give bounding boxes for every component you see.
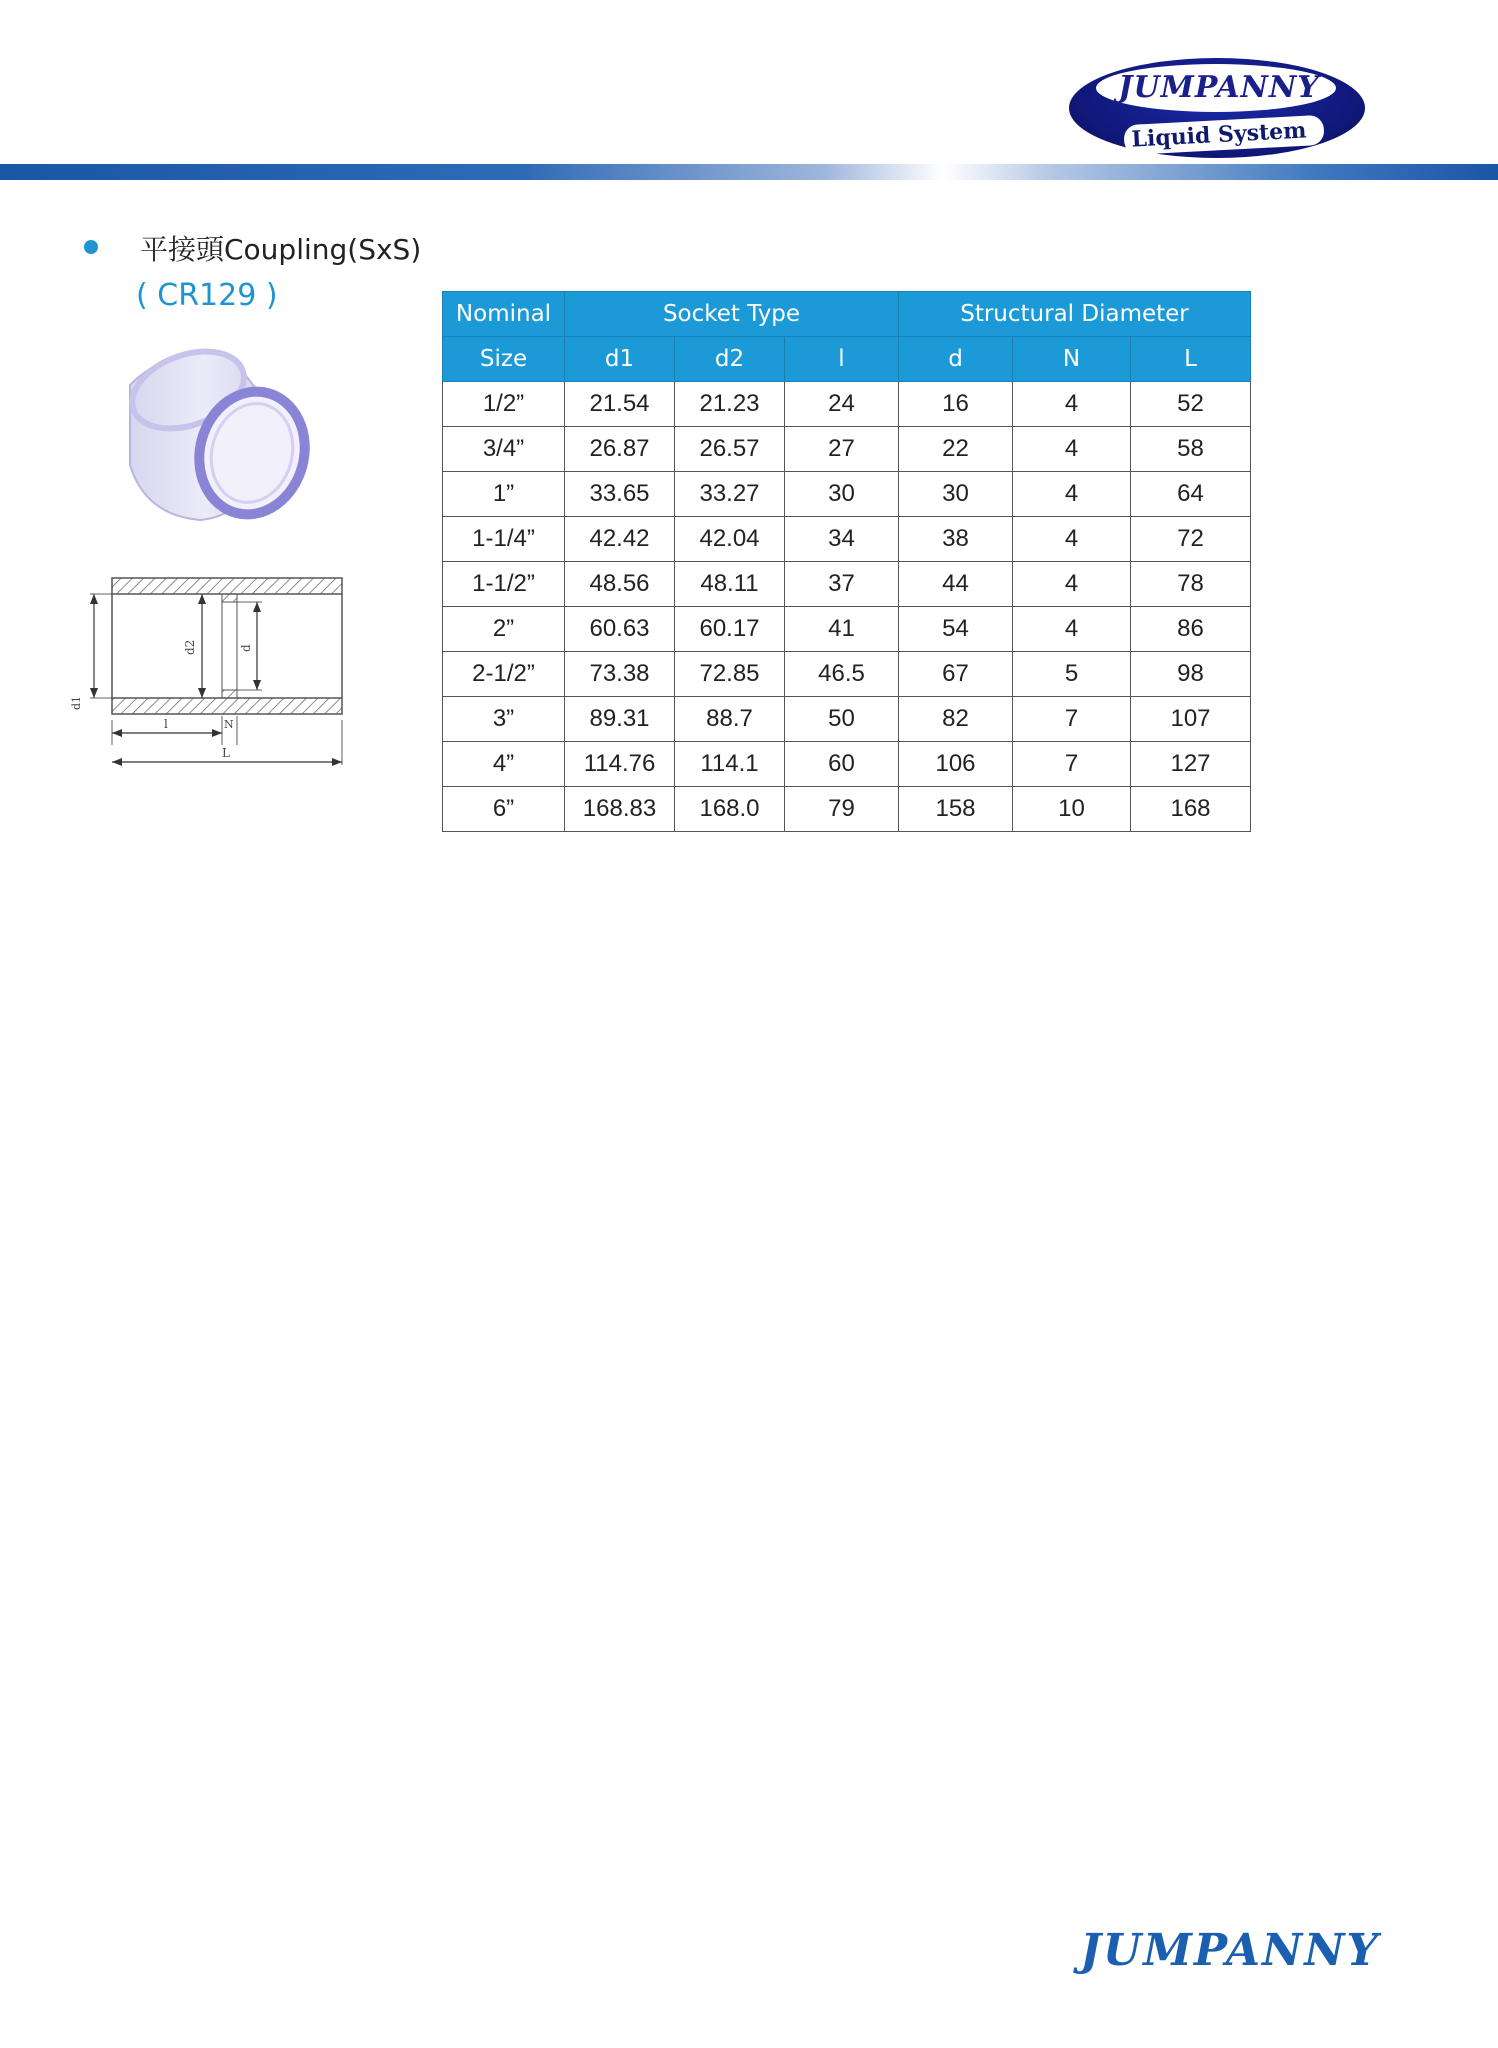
cell-N: 10 (1013, 787, 1131, 832)
table-row (443, 652, 1251, 697)
cell-size: 6” (443, 787, 565, 832)
cell-size: 4” (443, 742, 565, 787)
cell-size: 3/4” (443, 427, 565, 472)
cell-l: 79 (785, 787, 899, 832)
coupling-photo (110, 345, 320, 535)
cell-L: 52 (1131, 382, 1251, 427)
cell-d: 30 (899, 472, 1013, 517)
table-row (443, 742, 1251, 787)
cell-d2: 60.17 (675, 607, 785, 652)
cell-d: 54 (899, 607, 1013, 652)
cell-d: 22 (899, 427, 1013, 472)
cell-N: 4 (1013, 562, 1131, 607)
cell-d2: 21.23 (675, 382, 785, 427)
cell-d2: 114.1 (675, 742, 785, 787)
cell-d2: 26.57 (675, 427, 785, 472)
table-row (443, 607, 1251, 652)
header-nominal: Nominal (443, 292, 565, 337)
cell-d1: 60.63 (565, 607, 675, 652)
footer-brand: JUMPANNY (1080, 1925, 1380, 1976)
cell-d: 44 (899, 562, 1013, 607)
cell-L: 78 (1131, 562, 1251, 607)
col-header-d: d (899, 337, 1013, 382)
cell-d1: 21.54 (565, 382, 675, 427)
bullet-icon (84, 240, 98, 254)
cell-d2: 42.04 (675, 517, 785, 562)
cell-d1: 26.87 (565, 427, 675, 472)
cell-l: 37 (785, 562, 899, 607)
cell-d1: 42.42 (565, 517, 675, 562)
cell-l: 41 (785, 607, 899, 652)
cell-d2: 48.11 (675, 562, 785, 607)
col-header-l: l (785, 337, 899, 382)
cell-d: 16 (899, 382, 1013, 427)
drawing-label-d1: d1 (70, 695, 83, 710)
cell-N: 4 (1013, 427, 1131, 472)
spec-table (442, 291, 1251, 832)
table-row (443, 472, 1251, 517)
cell-N: 4 (1013, 472, 1131, 517)
cell-size: 1-1/2” (443, 562, 565, 607)
cell-size: 1” (443, 472, 565, 517)
cell-d2: 88.7 (675, 697, 785, 742)
cell-size: 3” (443, 697, 565, 742)
cell-L: 58 (1131, 427, 1251, 472)
table-group-header-row (443, 292, 1251, 337)
cell-l: 24 (785, 382, 899, 427)
cell-size: 2-1/2” (443, 652, 565, 697)
col-header-L: L (1131, 337, 1251, 382)
drawing-label-N: N (224, 718, 234, 731)
cell-N: 4 (1013, 382, 1131, 427)
cell-d: 67 (899, 652, 1013, 697)
cell-N: 7 (1013, 742, 1131, 787)
cell-d2: 72.85 (675, 652, 785, 697)
table-row (443, 382, 1251, 427)
cell-N: 7 (1013, 697, 1131, 742)
product-code: ( CR129 ) (136, 278, 278, 313)
cell-L: 107 (1131, 697, 1251, 742)
cell-l: 50 (785, 697, 899, 742)
logo-brand-name: JUMPANNY (1118, 70, 1320, 105)
table-row (443, 697, 1251, 742)
cell-d: 158 (899, 787, 1013, 832)
cell-d1: 114.76 (565, 742, 675, 787)
logo-tagline: Liquid System (1130, 117, 1308, 153)
cell-N: 4 (1013, 517, 1131, 562)
header-structural-diameter: Structural Diameter (899, 292, 1251, 337)
table-row (443, 562, 1251, 607)
cell-L: 64 (1131, 472, 1251, 517)
coupling-drawing (72, 570, 352, 775)
cell-d: 38 (899, 517, 1013, 562)
cell-d2: 168.0 (675, 787, 785, 832)
drawing-label-l: l (164, 717, 168, 731)
cell-L: 98 (1131, 652, 1251, 697)
table-row (443, 787, 1251, 832)
table-row (443, 427, 1251, 472)
cell-N: 4 (1013, 607, 1131, 652)
cell-L: 168 (1131, 787, 1251, 832)
cell-N: 5 (1013, 652, 1131, 697)
cell-L: 127 (1131, 742, 1251, 787)
drawing-label-d2: d2 (183, 639, 197, 655)
cell-d2: 33.27 (675, 472, 785, 517)
cell-l: 34 (785, 517, 899, 562)
brand-logo (1064, 50, 1374, 170)
cell-d1: 73.38 (565, 652, 675, 697)
cell-l: 30 (785, 472, 899, 517)
cell-d: 82 (899, 697, 1013, 742)
cell-l: 46.5 (785, 652, 899, 697)
cell-d1: 89.31 (565, 697, 675, 742)
drawing-label-L: L (222, 746, 230, 760)
table-column-header-row (443, 337, 1251, 382)
table-row (443, 517, 1251, 562)
col-header-size: Size (443, 337, 565, 382)
cell-d1: 48.56 (565, 562, 675, 607)
cell-d: 106 (899, 742, 1013, 787)
cell-size: 2” (443, 607, 565, 652)
product-title: 平接頭Coupling(SxS) (140, 233, 422, 266)
col-header-d1: d1 (565, 337, 675, 382)
col-header-d2: d2 (675, 337, 785, 382)
cell-d1: 168.83 (565, 787, 675, 832)
header-color-band (0, 164, 1498, 180)
drawing-label-d: d (239, 644, 253, 652)
cell-d1: 33.65 (565, 472, 675, 517)
header-socket-type: Socket Type (565, 292, 899, 337)
cell-size: 1/2” (443, 382, 565, 427)
cell-L: 72 (1131, 517, 1251, 562)
cell-L: 86 (1131, 607, 1251, 652)
cell-l: 27 (785, 427, 899, 472)
col-header-N: N (1013, 337, 1131, 382)
cell-l: 60 (785, 742, 899, 787)
cell-size: 1-1/4” (443, 517, 565, 562)
